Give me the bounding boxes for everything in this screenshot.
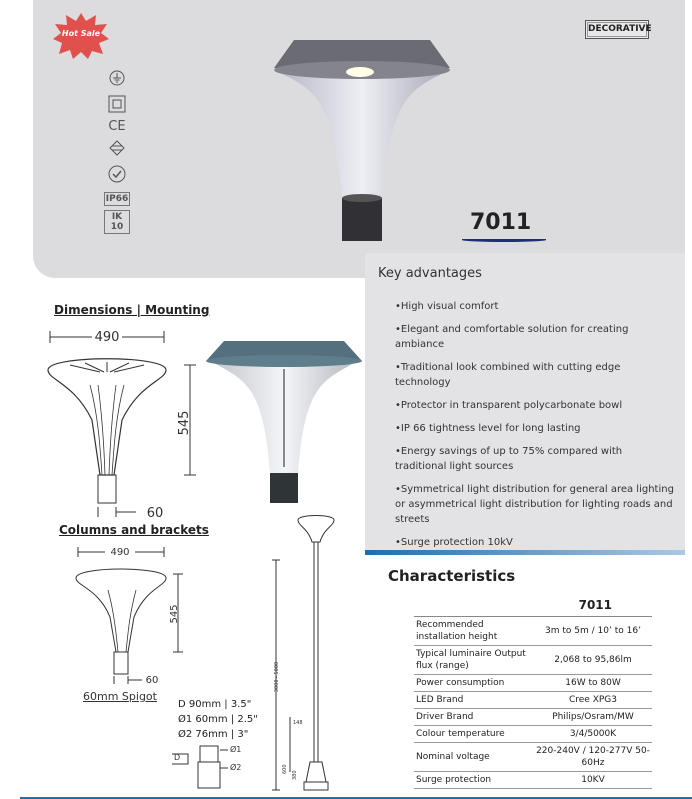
table-row bbox=[414, 675, 652, 692]
pole-height-label: 3000 - 5000 bbox=[274, 661, 280, 693]
list-item: • Surge protection 10kV bbox=[395, 535, 675, 550]
row-label: LED Brand bbox=[414, 692, 534, 709]
pole-base2-label: 600 bbox=[282, 764, 288, 774]
detail-d-label: D bbox=[174, 753, 181, 762]
list-item: • Elegant and comfortable solution for creating ambiance bbox=[395, 322, 675, 352]
row-label: Power consumption bbox=[414, 675, 534, 692]
dimensions-title: Dimensions | Mounting bbox=[54, 303, 210, 317]
dimensions-drawing bbox=[40, 325, 210, 520]
earth-ground-icon bbox=[104, 70, 130, 89]
columns-height-label: 545 bbox=[169, 604, 180, 624]
spigot-detail-drawing bbox=[168, 742, 248, 792]
list-item: • Traditional look combined with cutting edge technology bbox=[395, 360, 675, 390]
row-label: Typical luminaire Output flux (range) bbox=[414, 646, 534, 675]
row-value: Cree XPG3 bbox=[534, 692, 652, 709]
row-value: 3/4/5000K bbox=[534, 726, 652, 743]
table-row bbox=[414, 743, 652, 772]
spec-line: Ø2 76mm | 3" bbox=[178, 729, 249, 740]
row-label: Driver Brand bbox=[414, 709, 534, 726]
characteristics-table bbox=[414, 598, 652, 789]
key-advantages-panel bbox=[365, 253, 685, 550]
list-item: • Energy savings of up to 75% compared with traditional light sources bbox=[395, 444, 675, 474]
table-row bbox=[414, 726, 652, 743]
row-label: Recommended installation height bbox=[414, 617, 534, 646]
list-item: • Protector in transparent polycarbonate bowl bbox=[395, 398, 675, 413]
badge-label: Hot Sale bbox=[61, 29, 101, 38]
table-row bbox=[414, 617, 652, 646]
certification-icons bbox=[104, 70, 132, 238]
table-model-header: 7011 bbox=[414, 598, 652, 617]
detail-d1-label: Ø1 bbox=[230, 745, 242, 754]
accent-strip bbox=[365, 550, 685, 555]
spec-line: Ø1 60mm | 2.5" bbox=[178, 714, 258, 725]
list-item: • High visual comfort bbox=[395, 299, 675, 314]
ik10-icon: IK 10 bbox=[104, 210, 130, 234]
pole-bracket-label: 148 bbox=[293, 720, 303, 726]
category-tag bbox=[585, 20, 652, 39]
luminaire-hero-image bbox=[272, 28, 452, 246]
table-row bbox=[414, 709, 652, 726]
columns-title: Columns and brackets bbox=[59, 523, 209, 537]
key-advantages-title: Key advantages bbox=[378, 266, 482, 281]
rohs-icon bbox=[104, 165, 130, 186]
table-row bbox=[414, 692, 652, 709]
list-item: • IP 66 tightness level for long lasting bbox=[395, 421, 675, 436]
spigot-label: 60mm Spigot bbox=[83, 690, 157, 703]
columns-spigot-label: 60 bbox=[145, 675, 159, 686]
table-row bbox=[414, 646, 652, 675]
row-label: Surge protection bbox=[414, 772, 534, 789]
row-value: 2,068 to 95,86lm bbox=[534, 646, 652, 675]
columns-drawing bbox=[60, 542, 195, 687]
spigot-specs bbox=[178, 697, 258, 742]
row-value: 10KV bbox=[534, 772, 652, 789]
table-header-row bbox=[414, 598, 652, 617]
pole-drawing bbox=[266, 512, 346, 796]
row-value: 16W to 80W bbox=[534, 675, 652, 692]
model-number: 7011 bbox=[470, 210, 532, 235]
spec-line: D 90mm | 3.5" bbox=[178, 699, 252, 710]
detail-d2-label: Ø2 bbox=[230, 763, 242, 772]
model-underline bbox=[462, 238, 546, 242]
luminaire-side-image bbox=[204, 335, 364, 505]
list-item: • Symmetrical light distribution for general area lighting or asymmetrical light distribution for lighting roads and streets bbox=[395, 482, 675, 527]
category-tag-label: DECORATIVE bbox=[587, 22, 647, 37]
row-value: 3m to 5m / 10’ to 16’ bbox=[534, 617, 652, 646]
key-advantages-list bbox=[395, 299, 675, 558]
row-value: 220-240V / 120-277V 50-60Hz bbox=[534, 743, 652, 772]
pole-base-label: 380 bbox=[292, 770, 298, 780]
enec-icon bbox=[104, 140, 130, 159]
dimension-spigot-label: 60 bbox=[146, 506, 164, 520]
characteristics-title: Characteristics bbox=[388, 567, 516, 585]
row-label: Nominal voltage bbox=[414, 743, 534, 772]
table-row bbox=[414, 772, 652, 789]
ce-icon: CE bbox=[108, 119, 126, 134]
row-label: Colour temperature bbox=[414, 726, 534, 743]
columns-width-label: 490 bbox=[110, 547, 130, 558]
ip66-icon: IP66 bbox=[105, 194, 129, 204]
class-ii-icon bbox=[104, 95, 130, 113]
hot-sale-badge bbox=[52, 12, 110, 60]
row-value: Philips/Osram/MW bbox=[534, 709, 652, 726]
dimension-height-label: 545 bbox=[177, 410, 192, 436]
dimension-width-label: 490 bbox=[94, 330, 120, 345]
